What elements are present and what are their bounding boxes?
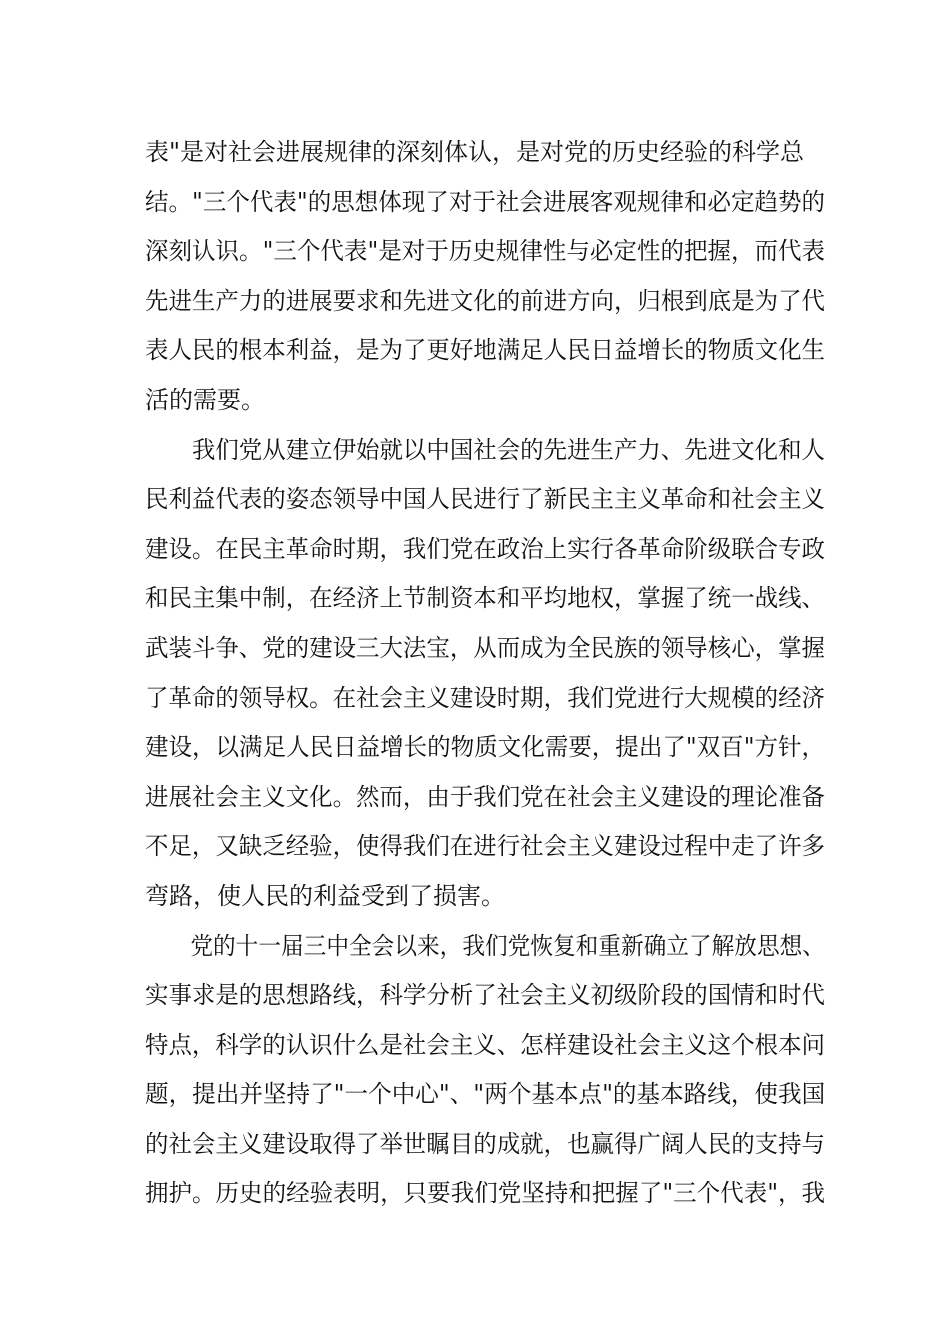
text-line: 建设。在民主革命时期，我们党在政治上实行各革命阶级联合专政 — [145, 534, 825, 563]
text-line: 和民主集中制，在经济上节制资本和平均地权，掌握了统一战线、 — [145, 584, 825, 613]
text-line: 特点，科学的认识什么是社会主义、怎样建设社会主义这个根本问 — [145, 1030, 825, 1059]
text-line: 题，提出并坚持了"一个中心"、"两个基本点"的基本路线，使我国 — [145, 1080, 826, 1109]
text-line: 先进生产力的进展要求和先进文化的前进方向，归根到底是为了代 — [145, 286, 825, 315]
text-line: 的社会主义建设取得了举世瞩目的成就，也赢得广阔人民的支持与 — [145, 1129, 825, 1158]
text-line: 建设，以满足人民日益增长的物质文化需要，提出了"双百"方针， — [145, 733, 826, 762]
text-line: 进展社会主义文化。然而，由于我们党在社会主义建设的理论准备 — [145, 782, 825, 811]
body-text — [145, 128, 825, 1219]
text-line: 实事求是的思想路线，科学分析了社会主义初级阶段的国情和时代 — [145, 981, 825, 1010]
text-line: 结。"三个代表"的思想体现了对于社会进展客观规律和必定趋势的 — [145, 187, 826, 216]
text-line: 弯路，使人民的利益受到了损害。 — [145, 881, 505, 910]
text-line: 我们党从建立伊始就以中国社会的先进生产力、先进文化和人 — [191, 435, 825, 464]
text-line: 了革命的领导权。在社会主义建设时期，我们党进行大规模的经济 — [145, 683, 825, 712]
text-line: 民利益代表的姿态领导中国人民进行了新民主主义革命和社会主义 — [145, 485, 825, 514]
text-line: 深刻认识。"三个代表"是对于历史规律性与必定性的把握，而代表 — [145, 237, 826, 266]
text-line: 表"是对社会进展规律的深刻体认，是对党的历史经验的科学总 — [145, 138, 805, 166]
text-line: 不足，又缺乏经验，使得我们在进行社会主义建设过程中走了许多 — [145, 832, 825, 861]
text-line: 表人民的根本利益，是为了更好地满足人民日益增长的物质文化生 — [145, 336, 825, 365]
text-line: 拥护。历史的经验表明，只要我们党坚持和把握了"三个代表"，我 — [145, 1179, 826, 1208]
text-line: 武装斗争、党的建设三大法宝，从而成为全民族的领导核心，掌握 — [145, 633, 825, 662]
text-line: 党的十一届三中全会以来，我们党恢复和重新确立了解放思想、 — [190, 931, 825, 960]
text-line: 活的需要。 — [145, 385, 265, 414]
